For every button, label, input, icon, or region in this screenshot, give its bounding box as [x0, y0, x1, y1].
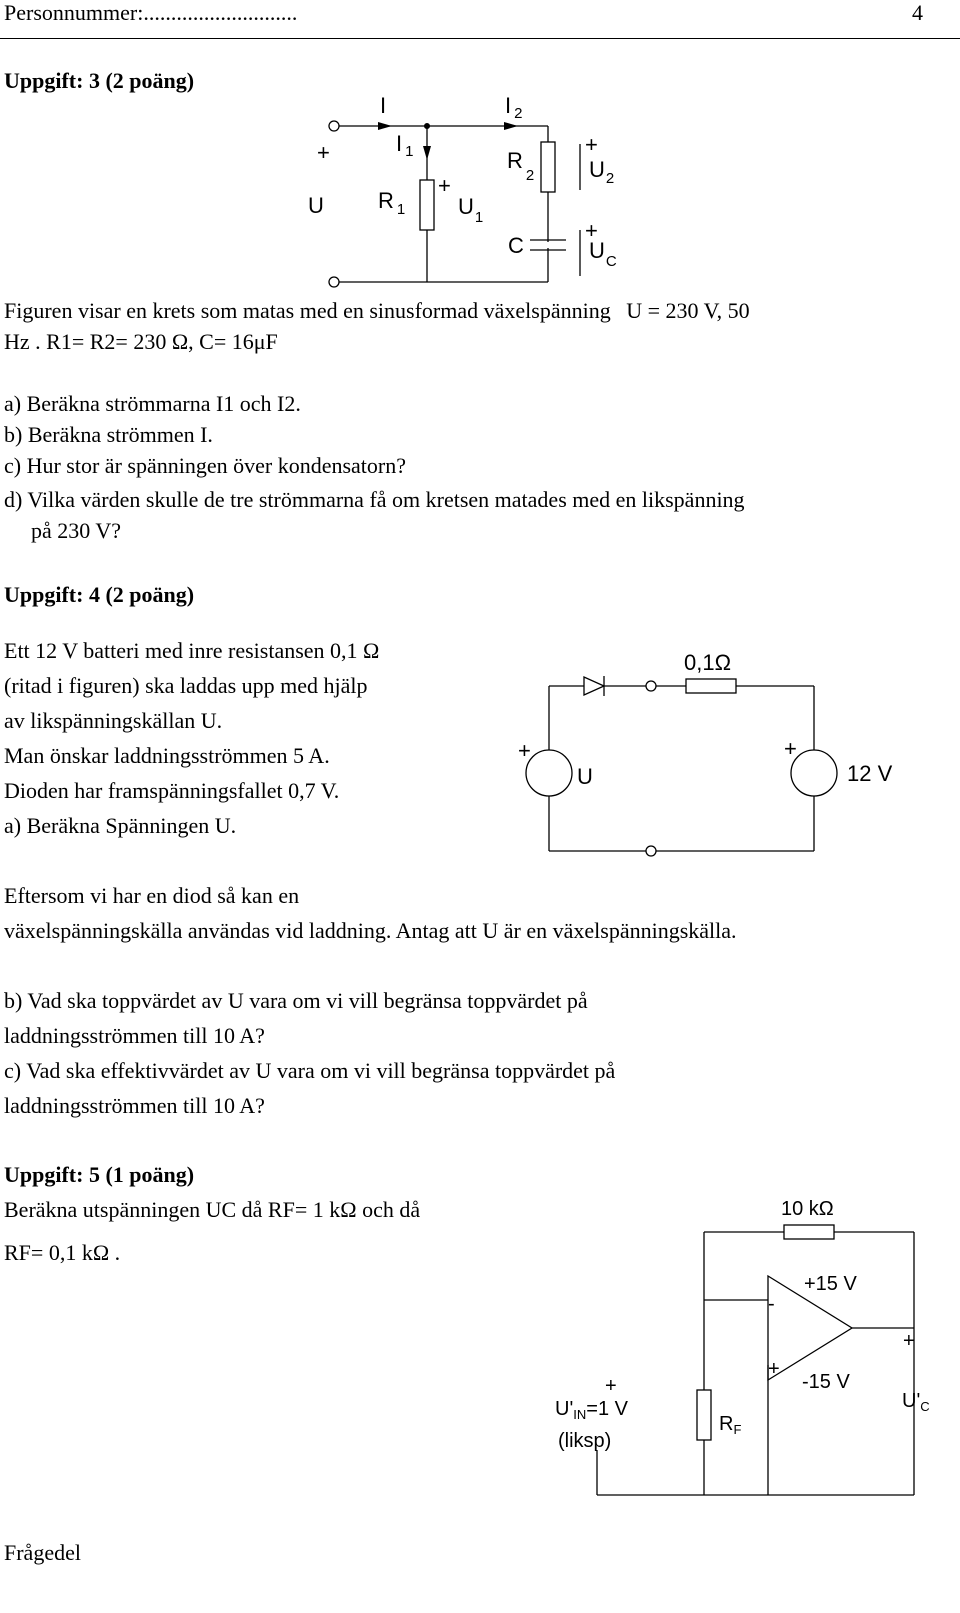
- terminal-top: [329, 121, 339, 131]
- battery-source: [791, 750, 837, 796]
- plus-input-label: +: [768, 1358, 780, 1380]
- task4-p2-line2: växelspänningskälla användas vid laddning. Antag att U är en växelspänningskälla.: [4, 918, 737, 943]
- resistance-label: 0,1Ω: [684, 650, 732, 675]
- task4-line: Ett 12 V batteri med inre resistansen 0,1 Ω: [4, 638, 380, 663]
- source-U: [526, 750, 572, 796]
- vpos-label: +15 V: [804, 1273, 857, 1295]
- page-number: 4: [912, 0, 923, 25]
- task4-line: (ritad i figuren) ska laddas upp med hjälp: [4, 673, 368, 698]
- task3-intro-value: U = 230 V, 50: [626, 298, 750, 323]
- internal-resistor: [686, 679, 736, 693]
- resistor-r1: [420, 180, 434, 230]
- label-plus-battery: +: [784, 736, 797, 761]
- label-U: U: [577, 764, 593, 789]
- task3-question-d: d) Vilka värden skulle de tre strömmarna få om kretsen matades med en likspänning: [4, 487, 745, 512]
- arrow-I: [378, 122, 392, 130]
- diode-symbol: [584, 677, 604, 695]
- label-plus-UC: +: [585, 218, 598, 243]
- task4-p2-line1: Eftersom vi har en diod så kan en: [4, 883, 300, 908]
- terminal: [646, 846, 656, 856]
- task3-heading: Uppgift: 3 (2 poäng): [4, 68, 195, 93]
- label-plus-source: +: [518, 738, 531, 763]
- input-label: $U'_{IN}=1$ V: [555, 1398, 628, 1422]
- label-C: C: [508, 233, 524, 258]
- label-I1: I $_1$: [396, 131, 414, 160]
- task4-question-b: b) Vad ska toppvärdet av U vara om vi vill begränsa toppvärdet på: [4, 988, 588, 1013]
- label-U1: $U_1$: [458, 194, 484, 226]
- arrow-I2: [504, 122, 518, 130]
- task4-question-c-cont: laddningsströmmen till 10 A?: [4, 1093, 265, 1118]
- label-battery: 12 V: [847, 761, 893, 786]
- output-plus-label: +: [903, 1330, 915, 1352]
- task4-question-b-cont: laddningsströmmen till 10 A?: [4, 1023, 265, 1048]
- task4-circuit: [0, 620, 960, 920]
- label-U2: $U_2$: [589, 157, 615, 187]
- label-UC: $U_C$: [589, 238, 617, 270]
- output-label: $U'_C$: [902, 1390, 930, 1414]
- resistor-r2: [541, 142, 555, 192]
- task4-line: av likspänningskällan U.: [4, 708, 223, 733]
- resistor-rf: [697, 1390, 711, 1440]
- rf-label: $R_F$: [719, 1413, 742, 1437]
- task3-intro-line2: Hz . R1= R2= 230 Ω, C= 16μF: [4, 329, 278, 354]
- label-I: I: [380, 93, 387, 118]
- feedback-label: 10 kΩ: [781, 1198, 834, 1220]
- footer-label: Frågedel: [4, 1540, 81, 1565]
- header-left: Personnummer:............................: [4, 0, 298, 25]
- task3-question-d-cont: på 230 V?: [31, 518, 122, 543]
- task4-line: Man önskar laddningsströmmen 5 A.: [4, 743, 330, 768]
- junction-top: [424, 123, 430, 129]
- task3-question-c: c) Hur stor är spänningen över kondensatorn?: [4, 453, 406, 478]
- label-U: U: [308, 193, 324, 218]
- input-plus-label: +: [605, 1375, 617, 1397]
- arrow-I1: [423, 146, 431, 160]
- label-R2: $R_2$: [507, 148, 535, 184]
- feedback-resistor: [784, 1225, 834, 1239]
- vneg-label: -15 V: [802, 1371, 850, 1393]
- task4-heading: Uppgift: 4 (2 poäng): [4, 582, 195, 607]
- terminal: [646, 681, 656, 691]
- label-plus-U: +: [317, 140, 330, 165]
- terminal-bottom: [329, 277, 339, 287]
- label-plus-U2: +: [585, 132, 598, 157]
- label-plus-U1: +: [438, 173, 451, 198]
- task5-circuit: [0, 1180, 960, 1520]
- task5-heading: Uppgift: 5 (1 poäng): [4, 1162, 195, 1187]
- task4-question-c: c) Vad ska effektivvärdet av U vara om vi vill begränsa toppvärdet på: [4, 1058, 616, 1083]
- input-note: (liksp): [558, 1430, 612, 1452]
- task3-question-a: a) Beräkna strömmarna I1 och I2.: [4, 391, 301, 416]
- task4-line: Dioden har framspänningsfallet 0,7 V.: [4, 778, 340, 803]
- label-I2: I $_2$: [505, 93, 523, 122]
- task3-circuit: [0, 0, 960, 300]
- task3-intro-text: Figuren visar en krets som matas med en sinusformad växelspänning: [4, 298, 611, 323]
- task4-line: a) Beräkna Spänningen U.: [4, 813, 237, 838]
- task5-line1: Beräkna utspänningen UC då RF= 1 kΩ och då: [4, 1197, 421, 1222]
- task5-line2: RF= 0,1 kΩ .: [4, 1240, 121, 1265]
- label-R1: R $_1$: [378, 188, 406, 218]
- task3-intro-line1: [4, 300, 750, 322]
- task3-question-b: b) Beräkna strömmen I.: [4, 422, 213, 447]
- minus-input-label: -: [768, 1293, 775, 1315]
